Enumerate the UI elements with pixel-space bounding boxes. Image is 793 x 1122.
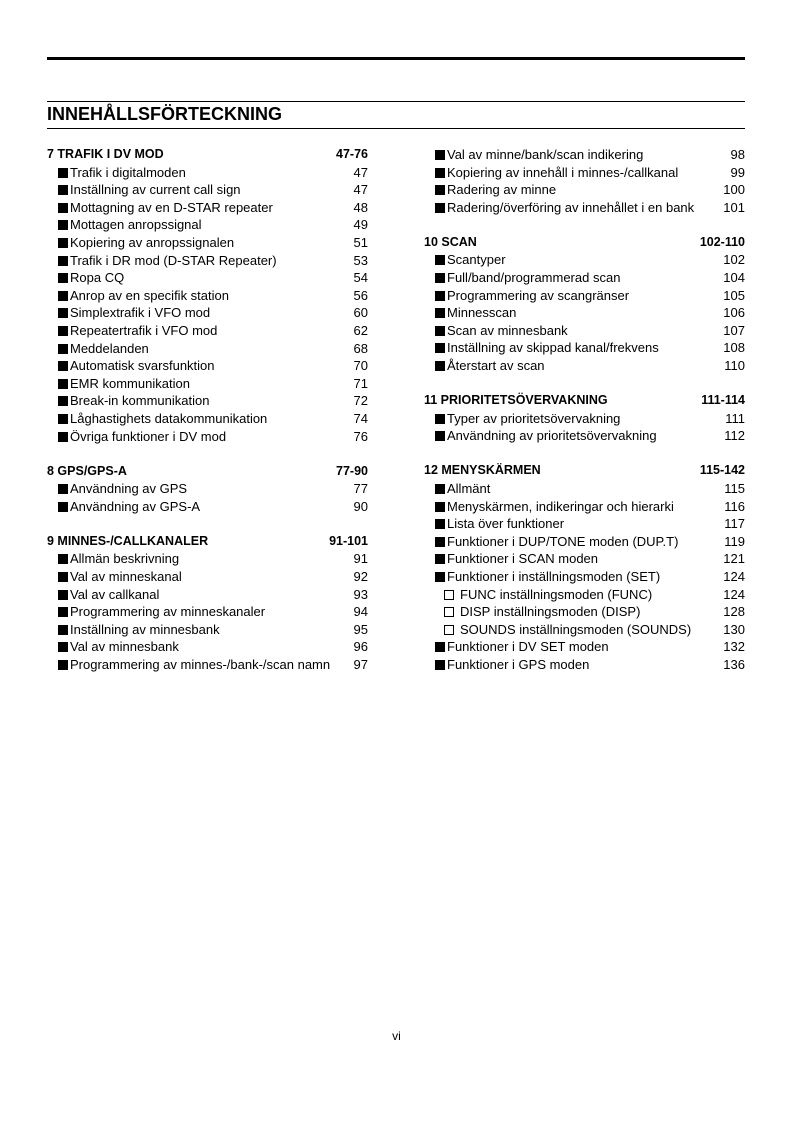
toc-entry-text: Funktioner i DUP/TONE moden (DUP.T) xyxy=(447,533,679,549)
toc-entry-page: 130 xyxy=(723,621,745,637)
toc-entry-text: Programmering av minnes-/bank-/scan namn xyxy=(70,657,331,673)
square-bullet-icon xyxy=(58,572,68,582)
toc-entry-page: 124 xyxy=(723,586,745,602)
toc-entry-text: Återstart av scan xyxy=(447,358,545,374)
toc-entry-label xyxy=(47,199,273,217)
toc-entry-text: Funktioner i DV SET moden xyxy=(447,639,609,655)
toc-entry[interactable] xyxy=(424,656,745,674)
toc-entry-label xyxy=(424,410,620,428)
toc-entry-page: 53 xyxy=(353,252,368,268)
toc-entry-label xyxy=(424,550,598,568)
toc-entry-label xyxy=(47,216,202,234)
square-bullet-icon xyxy=(58,502,68,512)
toc-entry-page: 54 xyxy=(353,270,368,286)
hollow-square-bullet-icon xyxy=(444,607,454,617)
section-page-range: 91-101 xyxy=(329,533,368,548)
toc-section xyxy=(424,462,745,673)
toc-entry-page: 92 xyxy=(353,569,368,585)
toc-entry-page: 95 xyxy=(353,621,368,637)
toc-entry-page: 77 xyxy=(353,481,368,497)
square-bullet-icon xyxy=(435,537,445,547)
toc-entry-label xyxy=(424,269,620,287)
toc-entry[interactable] xyxy=(47,340,368,358)
toc-entry-text: SOUNDS inställningsmoden (SOUNDS) xyxy=(460,621,692,637)
toc-entry[interactable] xyxy=(47,410,368,428)
toc-entry[interactable] xyxy=(424,269,745,287)
toc-entry-label xyxy=(47,269,124,287)
toc-entry-page: 115 xyxy=(724,481,745,496)
toc-entry-page: 98 xyxy=(730,147,745,162)
toc-entry[interactable] xyxy=(47,550,368,568)
toc-entry-text: Automatisk svarsfunktion xyxy=(70,358,215,374)
toc-entry-page: 121 xyxy=(723,551,745,567)
page-number: vi xyxy=(392,1029,401,1043)
toc-entry-page: 90 xyxy=(353,498,368,514)
toc-entry[interactable] xyxy=(47,480,368,498)
square-bullet-icon xyxy=(58,660,68,670)
toc-entry-text: Användning av prioritetsövervakning xyxy=(447,428,657,444)
toc-entry-text: Allmänt xyxy=(447,481,491,496)
toc-entry-label xyxy=(424,304,516,322)
toc-entry[interactable] xyxy=(47,375,368,393)
section-heading[interactable] xyxy=(424,392,745,410)
toc-entry-text: Radering/överföring av innehållet i en bank xyxy=(447,199,695,215)
toc-entry-page: 132 xyxy=(723,639,745,655)
square-bullet-icon xyxy=(435,361,445,371)
toc-entry-page: 100 xyxy=(723,182,745,198)
toc-entry[interactable] xyxy=(424,603,745,621)
toc-entry-page: 102 xyxy=(723,252,745,268)
square-bullet-icon xyxy=(58,238,68,248)
toc-entry-label xyxy=(424,339,659,357)
square-bullet-icon xyxy=(58,203,68,213)
toc-entry-page: 110 xyxy=(724,358,745,374)
section-heading-label: 10 SCAN xyxy=(424,234,477,249)
toc-entry-label xyxy=(424,427,657,445)
square-bullet-icon xyxy=(435,273,445,283)
toc-entry-page: 68 xyxy=(353,340,368,356)
toc-entry-text: Kopiering av anropssignalen xyxy=(70,234,235,250)
toc-entry[interactable] xyxy=(424,515,745,533)
square-bullet-icon xyxy=(435,203,445,213)
toc-entry-page: 62 xyxy=(353,322,368,338)
toc-entry[interactable] xyxy=(424,568,745,586)
toc-entry[interactable] xyxy=(424,480,745,498)
toc-section xyxy=(424,392,745,445)
toc-entry-label xyxy=(424,287,629,305)
toc-section xyxy=(47,146,368,445)
toc-entry-text: Scan av minnesbank xyxy=(447,322,568,338)
toc-entry-page: 104 xyxy=(723,270,745,286)
toc-entry-text: Typer av prioritetsövervakning xyxy=(447,410,621,426)
toc-entry-label xyxy=(47,410,267,428)
toc-entry-text: Inställning av minnesbank xyxy=(70,621,220,637)
square-bullet-icon xyxy=(435,291,445,301)
square-bullet-icon xyxy=(58,554,68,564)
toc-entry-text: FUNC inställningsmoden (FUNC) xyxy=(460,586,653,602)
toc-entry-page: 97 xyxy=(353,657,368,673)
square-bullet-icon xyxy=(435,519,445,529)
toc-entry[interactable] xyxy=(47,392,368,410)
toc-entry-text: EMR kommunikation xyxy=(70,375,190,391)
square-bullet-icon xyxy=(435,168,445,178)
toc-entry-label xyxy=(47,287,229,305)
toc-section xyxy=(47,463,368,516)
toc-entry-label xyxy=(47,498,200,516)
toc-entry[interactable] xyxy=(424,410,745,428)
section-heading[interactable] xyxy=(47,533,368,551)
toc-entry-label xyxy=(424,586,652,604)
toc-entry-page: 105 xyxy=(723,287,745,303)
toc-entry-text: Val av minne/bank/scan indikering xyxy=(447,147,644,162)
square-bullet-icon xyxy=(58,625,68,635)
toc-entry-text: DISP inställningsmoden (DISP) xyxy=(460,604,641,620)
toc-entry-page: 128 xyxy=(723,604,745,620)
toc-entry-label xyxy=(424,621,691,639)
toc-entry-page: 101 xyxy=(723,199,745,215)
toc-entry-page: 49 xyxy=(353,217,368,233)
toc-entry-page: 60 xyxy=(353,305,368,321)
title-rule xyxy=(47,101,745,102)
toc-entry[interactable] xyxy=(47,234,368,252)
square-bullet-icon xyxy=(58,379,68,389)
square-bullet-icon xyxy=(58,308,68,318)
square-bullet-icon xyxy=(58,168,68,178)
toc-entry[interactable] xyxy=(47,586,368,604)
section-heading-label: 7 TRAFIK I DV MOD xyxy=(47,147,164,161)
toc-entry-page: 47 xyxy=(353,164,368,180)
toc-entry-text: Programmering av scangränser xyxy=(447,287,630,303)
toc-entry-page: 107 xyxy=(723,322,745,338)
toc-entry[interactable] xyxy=(424,621,745,639)
toc-entry-text: Mottagning av en D-STAR repeater xyxy=(70,199,273,215)
section-page-range: 77-90 xyxy=(336,463,368,478)
section-page-range: 115-142 xyxy=(699,463,745,478)
toc-entry-page: 94 xyxy=(353,604,368,620)
square-bullet-icon xyxy=(435,660,445,670)
hollow-square-bullet-icon xyxy=(444,625,454,635)
toc-entry-text: Kopiering av innehåll i minnes-/callkanal xyxy=(447,164,679,180)
toc-entry-page: 96 xyxy=(353,639,368,655)
toc-entry-text: Användning av GPS xyxy=(70,481,188,497)
toc-entry[interactable] xyxy=(47,199,368,217)
square-bullet-icon xyxy=(435,572,445,582)
toc-entry-label xyxy=(47,603,265,621)
toc-entry-page: 124 xyxy=(723,568,745,584)
toc-entry-page: 111 xyxy=(725,410,745,426)
square-bullet-icon xyxy=(58,484,68,494)
toc-right-column xyxy=(424,146,745,691)
square-bullet-icon xyxy=(435,150,445,160)
toc-entry-label xyxy=(47,322,217,340)
square-bullet-icon xyxy=(435,502,445,512)
toc-entry[interactable] xyxy=(47,164,368,182)
toc-entry-label xyxy=(47,656,330,674)
toc-entry[interactable] xyxy=(424,357,745,375)
toc-entry-page: 74 xyxy=(353,410,368,426)
toc-entry-label xyxy=(47,304,210,322)
section-heading[interactable] xyxy=(424,462,745,480)
toc-entry-text: Låghastighets datakommunikation xyxy=(70,410,268,426)
toc-entry-label xyxy=(424,603,640,621)
toc-entry-page: 71 xyxy=(353,375,368,391)
toc-entry-label xyxy=(47,621,220,639)
toc-entry[interactable] xyxy=(47,357,368,375)
toc-entry-text: Scantyper xyxy=(447,252,506,268)
toc-entry[interactable] xyxy=(47,216,368,234)
toc-entry-text: Inställning av current call sign xyxy=(70,182,241,198)
toc-entry-label xyxy=(47,164,186,182)
toc-entry[interactable] xyxy=(47,428,368,446)
toc-entry[interactable] xyxy=(424,550,745,568)
toc-entry[interactable] xyxy=(424,339,745,357)
section-heading[interactable] xyxy=(47,463,368,481)
square-bullet-icon xyxy=(58,396,68,406)
section-heading[interactable] xyxy=(424,234,745,252)
toc-entry[interactable] xyxy=(47,603,368,621)
toc-entry-page: 93 xyxy=(353,586,368,602)
toc-entry[interactable] xyxy=(424,638,745,656)
square-bullet-icon xyxy=(435,255,445,265)
toc-entry-text: Val av callkanal xyxy=(70,586,160,602)
toc-entry-label xyxy=(424,199,694,217)
square-bullet-icon xyxy=(58,590,68,600)
toc-entry-page: 76 xyxy=(353,428,368,444)
toc-entry-text: Simplextrafik i VFO mod xyxy=(70,305,211,321)
toc-entry-text: Full/band/programmerad scan xyxy=(447,270,621,286)
toc-section xyxy=(424,234,745,375)
square-bullet-icon xyxy=(58,220,68,230)
toc-entry-text: Programmering av minneskanaler xyxy=(70,604,266,620)
toc-entry-label xyxy=(47,234,234,252)
toc-entry[interactable] xyxy=(424,427,745,445)
section-heading-label: 12 MENYSKÄRMEN xyxy=(424,463,541,478)
toc-entry-page: 119 xyxy=(724,533,745,549)
toc-entry-label xyxy=(47,357,215,375)
toc-entry-label xyxy=(424,638,609,656)
toc-entry-label xyxy=(424,322,568,340)
toc-entry-text: Val av minnesbank xyxy=(70,639,179,655)
toc-entry-page: 106 xyxy=(723,305,745,321)
toc-entry-text: Meddelanden xyxy=(70,340,149,356)
square-bullet-icon xyxy=(58,185,68,195)
toc-entry-label xyxy=(47,568,182,586)
toc-entry-text: Mottagen anropssignal xyxy=(70,217,202,233)
toc-entry-page: 136 xyxy=(723,656,745,672)
toc-entry-label xyxy=(424,251,506,269)
square-bullet-icon xyxy=(435,642,445,652)
toc-entry[interactable] xyxy=(47,568,368,586)
square-bullet-icon xyxy=(58,273,68,283)
toc-entry-page: 48 xyxy=(353,199,368,215)
section-page-range: 102-110 xyxy=(699,234,745,249)
square-bullet-icon xyxy=(435,484,445,494)
toc-entry-text: Funktioner i GPS moden xyxy=(447,656,590,672)
toc-entry-page: 116 xyxy=(724,498,745,514)
square-bullet-icon xyxy=(58,344,68,354)
toc-entry-text: Ropa CQ xyxy=(70,270,125,286)
square-bullet-icon xyxy=(58,432,68,442)
section-heading-label: 11 PRIORITETSÖVERVAKNING xyxy=(424,393,608,408)
section-heading-label: 9 MINNES-/CALLKANALER xyxy=(47,533,209,548)
toc-entry-text: Funktioner i SCAN moden xyxy=(447,551,599,567)
toc-entry[interactable] xyxy=(47,638,368,656)
toc-entry-text: Lista över funktioner xyxy=(447,516,565,532)
toc-entry-text: Allmän beskrivning xyxy=(70,551,180,567)
toc-entry-label xyxy=(47,340,149,358)
toc-entry-label xyxy=(424,480,490,498)
toc-entry-text: Funktioner i inställningsmoden (SET) xyxy=(447,568,661,584)
toc-section xyxy=(47,533,368,674)
toc-entry-text: Användning av GPS-A xyxy=(70,498,201,514)
toc-entry[interactable] xyxy=(47,304,368,322)
top-rule xyxy=(47,57,745,60)
toc-entry-page: 47 xyxy=(353,182,368,198)
square-bullet-icon xyxy=(58,256,68,266)
toc-entry-text: Menyskärmen, indikeringar och hierarki xyxy=(447,498,674,514)
toc-entry[interactable] xyxy=(47,269,368,287)
toc-entry-label xyxy=(47,375,190,393)
toc-entry-page: 117 xyxy=(724,516,745,532)
toc-entry-page: 56 xyxy=(353,287,368,303)
toc-entry[interactable] xyxy=(424,533,745,551)
toc-entry[interactable] xyxy=(47,498,368,516)
toc-entry-label xyxy=(47,181,241,199)
square-bullet-icon xyxy=(435,554,445,564)
section-page-range: 111-114 xyxy=(701,393,745,408)
toc-entry[interactable] xyxy=(47,656,368,674)
square-bullet-icon xyxy=(58,414,68,424)
toc-entry-page: 112 xyxy=(724,428,745,444)
square-bullet-icon xyxy=(435,343,445,353)
toc-entry-text: Break-in kommunikation xyxy=(70,393,210,409)
square-bullet-icon xyxy=(58,607,68,617)
toc-entry-page: 51 xyxy=(353,234,368,250)
toc-entry[interactable] xyxy=(424,287,745,305)
toc-entry[interactable] xyxy=(424,146,745,164)
square-bullet-icon xyxy=(58,642,68,652)
toc-entry-label xyxy=(47,586,159,604)
toc-entry[interactable] xyxy=(424,498,745,516)
toc-entry-text: Övriga funktioner i DV mod xyxy=(70,428,227,444)
toc-entry[interactable] xyxy=(424,181,745,199)
toc-entry-text: Anrop av en specifik station xyxy=(70,287,229,303)
square-bullet-icon xyxy=(435,431,445,441)
toc-entry-label xyxy=(424,533,678,551)
toc-entry-label xyxy=(424,357,545,375)
toc-entry-label xyxy=(424,568,660,586)
toc-entry-label xyxy=(424,146,643,164)
toc-entry[interactable] xyxy=(47,181,368,199)
toc-entry[interactable] xyxy=(424,322,745,340)
toc-entry-label xyxy=(424,181,556,199)
toc-entry-label xyxy=(47,480,187,498)
toc-entry-label xyxy=(47,638,179,656)
toc-entry[interactable] xyxy=(47,621,368,639)
toc-entry-label xyxy=(424,515,564,533)
toc-entry-label xyxy=(47,392,209,410)
title-underline xyxy=(47,128,745,129)
toc-entry[interactable] xyxy=(424,586,745,604)
toc-entry[interactable] xyxy=(47,287,368,305)
toc-entry[interactable] xyxy=(424,251,745,269)
square-bullet-icon xyxy=(435,185,445,195)
toc-entry-label xyxy=(424,656,589,674)
toc-entry-label xyxy=(47,252,277,270)
toc-entry-page: 70 xyxy=(353,358,368,374)
toc-entry[interactable] xyxy=(424,304,745,322)
toc-entry[interactable] xyxy=(47,322,368,340)
toc-entry[interactable] xyxy=(424,199,745,217)
toc-left-column xyxy=(47,146,368,691)
toc-entry-text: Trafik i DR mod (D-STAR Repeater) xyxy=(70,252,277,268)
toc-entry-page: 108 xyxy=(723,340,745,356)
toc-entry-label xyxy=(424,164,678,182)
toc-entry-text: Trafik i digitalmoden xyxy=(70,164,186,180)
toc-entry-page: 72 xyxy=(353,393,368,409)
square-bullet-icon xyxy=(435,308,445,318)
hollow-square-bullet-icon xyxy=(444,590,454,600)
toc-section xyxy=(424,146,745,216)
toc-entry-page: 99 xyxy=(730,164,745,180)
square-bullet-icon xyxy=(58,361,68,371)
section-heading-label: 8 GPS/GPS-A xyxy=(47,463,127,478)
section-heading[interactable] xyxy=(47,146,368,164)
toc-entry-text: Repeatertrafik i VFO mod xyxy=(70,322,218,338)
toc-entry-page: 91 xyxy=(353,551,368,567)
toc-entry-text: Val av minneskanal xyxy=(70,569,182,585)
toc-entry-text: Inställning av skippad kanal/frekvens xyxy=(447,340,659,356)
section-page-range: 47-76 xyxy=(336,147,368,161)
square-bullet-icon xyxy=(435,326,445,336)
toc-entry-text: Minnesscan xyxy=(447,305,517,321)
toc-entry-label xyxy=(424,498,674,516)
toc-entry-text: Radering av minne xyxy=(447,182,557,198)
toc-entry-label xyxy=(47,550,179,568)
square-bullet-icon xyxy=(58,291,68,301)
toc-entry-label xyxy=(47,428,226,446)
toc-entry[interactable] xyxy=(47,252,368,270)
toc-entry[interactable] xyxy=(424,164,745,182)
page-title: INNEHÅLLSFÖRTECKNING xyxy=(47,104,282,124)
square-bullet-icon xyxy=(435,414,445,424)
square-bullet-icon xyxy=(58,326,68,336)
